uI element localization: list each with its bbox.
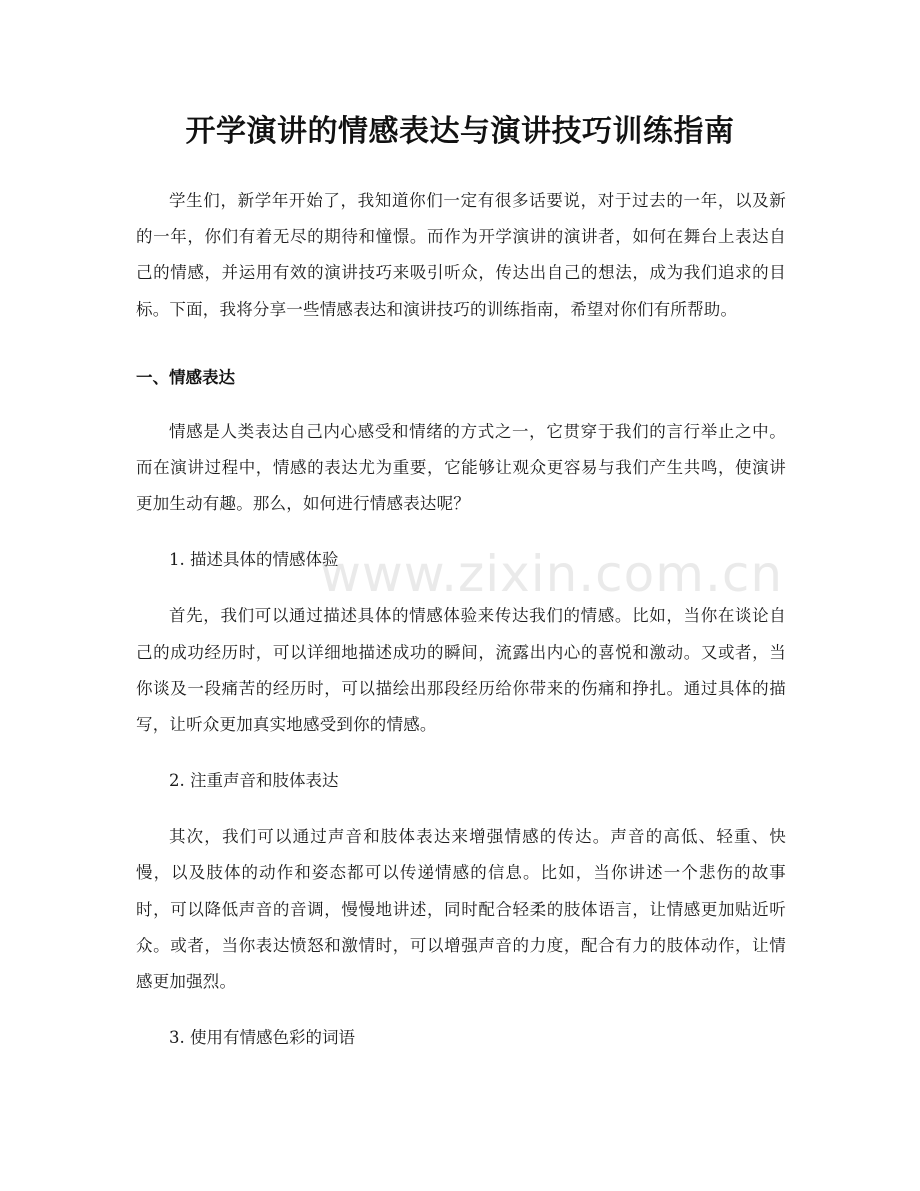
section-intro-paragraph: 情感是人类表达自己内心感受和情绪的方式之一，它贯穿于我们的言行举止之中。而在演讲过程中，情感的表达尤为重要，它能够让观众更容易与我们产生共鸣，使演讲更加生动有趣。那么，如何进行情感表达呢？ xyxy=(136,421,786,514)
document-title: 开学演讲的情感表达与演讲技巧训练指南 xyxy=(185,114,735,149)
subheading-1: 1. 描述具体的情感体验 xyxy=(169,550,339,570)
item-1-paragraph: 首先，我们可以通过描述具体的情感体验来传达我们的情感。比如，当你在谈论自己的成功经历时，可以详细地描述成功的瞬间，流露出内心的喜悦和激动。又或者，当你谈及一段痛苦的经历时，可以描绘出那段经历给你带来的伤痛和挣扎。通过具体的描写，让听众更加真实地感受到你的情感。 xyxy=(136,606,786,735)
watermark: www.zixin.com.cn xyxy=(320,545,784,603)
section-heading-emotion: 一、情感表达 xyxy=(136,367,235,387)
intro-paragraph: 学生们，新学年开始了，我知道你们一定有很多话要说，对于过去的一年，以及新的一年，你们有着无尽的期待和憧憬。而作为开学演讲的演讲者，如何在舞台上表达自己的情感，并运用有效的演讲技巧来吸引听众，传达出自己的想法，成为我们追求的目标。下面，我将分享一些情感表达和演讲技巧的训练指南，希望对你们有所帮助。 xyxy=(136,191,786,319)
item-2-paragraph: 其次，我们可以通过声音和肢体表达来增强情感的传达。声音的高低、轻重、快慢，以及肢体的动作和姿态都可以传递情感的信息。比如，当你讲述一个悲伤的故事时，可以降低声音的音调，慢慢地讲述，同时配合轻柔的肢体语言，让情感更加贴近听众。或者，当你表达愤怒和激情时，可以增强声音的力度，配合有力的肢体动作，让情感更加强烈。 xyxy=(136,827,786,992)
subheading-3: 3. 使用有情感色彩的词语 xyxy=(169,1028,355,1048)
subheading-2: 2. 注重声音和肢体表达 xyxy=(169,771,339,791)
document-body xyxy=(136,183,786,1050)
